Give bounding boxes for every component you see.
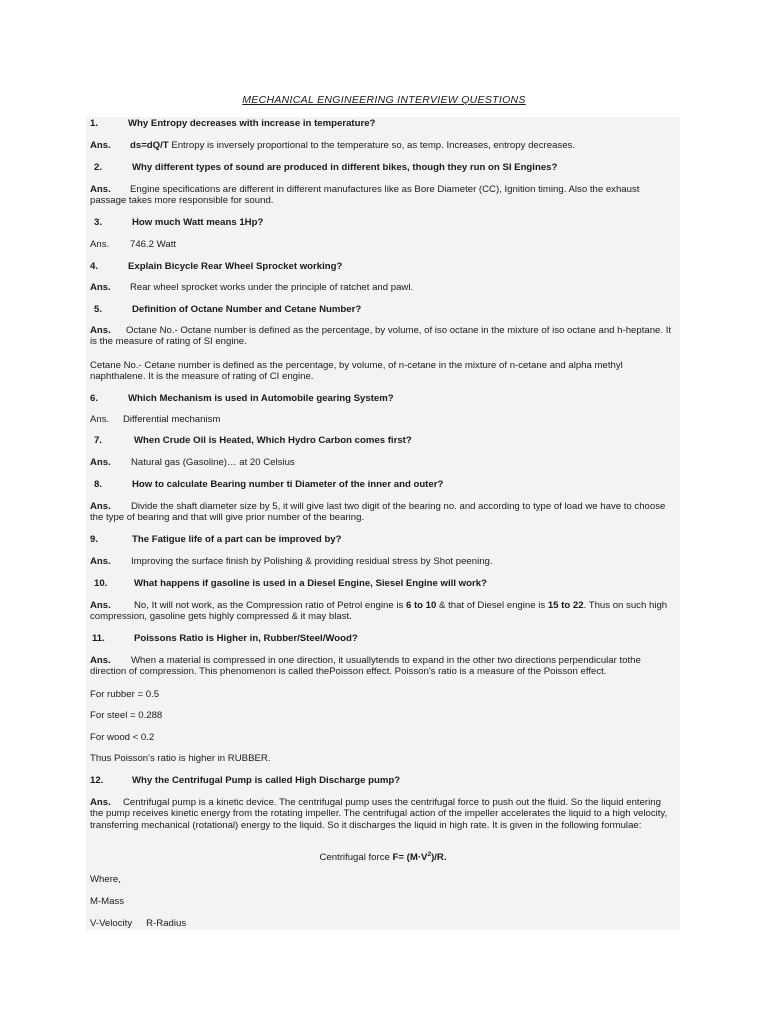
question-9 bbox=[90, 534, 342, 545]
question-text: When Crude Oil is Heated, Which Hydro Carbon comes first? bbox=[134, 435, 412, 446]
answer-text: Rear wheel sprocket works under the principle of ratchet and pawl. bbox=[130, 282, 414, 293]
poisson-conclusion: Thus Poisson's ratio is higher in RUBBER. bbox=[90, 753, 271, 764]
question-number: 6. bbox=[90, 393, 99, 404]
answer-label: Ans. bbox=[90, 325, 111, 336]
formula-part: )/R. bbox=[431, 852, 447, 863]
question-10 bbox=[90, 578, 487, 589]
question-text: How to calculate Bearing number ti Diameter of the inner and outer? bbox=[132, 479, 444, 490]
answer-text: Differential mechanism bbox=[123, 414, 221, 425]
answer-label: Ans. bbox=[90, 140, 111, 151]
answer-text: Improving the surface finish by Polishing & providing residual stress by Shot peening. bbox=[131, 556, 493, 567]
question-4 bbox=[90, 261, 342, 272]
question-5 bbox=[90, 304, 361, 315]
answer-5-continued: Cetane No.- Cetane number is defined as the percentage, by volume, of n-cetane in the mixture of n-cetane and alpha methyl naphthalene. It is the measure of rating of CI engine. bbox=[90, 360, 623, 383]
question-text: Why Entropy decreases with increase in temperature? bbox=[128, 118, 376, 129]
answer-6 bbox=[90, 414, 676, 425]
question-11 bbox=[90, 633, 358, 644]
diesel-ratio: 15 to 22 bbox=[547, 600, 584, 611]
poisson-rubber: For rubber = 0.5 bbox=[90, 689, 160, 700]
question-1 bbox=[90, 118, 375, 129]
poisson-wood: For wood < 0.2 bbox=[90, 732, 155, 743]
question-text: Why different types of sound are produced in different bikes, though they run on SI Engines? bbox=[132, 162, 558, 173]
question-number: 7. bbox=[94, 435, 103, 446]
answer-text: Divide the shaft diameter size by 5, it will give last two digit of the bearing no. and according to type of load we have to choose the type of bearing and that will give prior number of the bearing. bbox=[90, 501, 666, 524]
answer-12 bbox=[90, 797, 676, 831]
answer-1 bbox=[90, 140, 676, 151]
question-number: 4. bbox=[90, 261, 99, 272]
question-12 bbox=[90, 775, 400, 786]
question-number: 1. bbox=[90, 118, 99, 129]
answer-text: & that of Diesel engine is bbox=[436, 600, 548, 611]
question-2 bbox=[90, 162, 557, 173]
question-text: Explain Bicycle Rear Wheel Sprocket working? bbox=[128, 261, 343, 272]
answer-label: Ans. bbox=[90, 501, 111, 512]
formula-velocity-radius bbox=[90, 918, 676, 929]
answer-7 bbox=[90, 457, 676, 468]
answer-text: Engine specifications are different in different manufactures like as Bore Diameter (CC), Ignition timing. Also the exhaust passage takes more responsible for sound. bbox=[90, 184, 640, 207]
answer-label: Ans. bbox=[90, 556, 111, 567]
answer-label: Ans. bbox=[90, 184, 111, 195]
question-6 bbox=[90, 393, 394, 404]
poisson-steel: For steel = 0.288 bbox=[90, 710, 163, 721]
answer-label: Ans. bbox=[90, 239, 110, 250]
question-number: 11. bbox=[92, 633, 105, 644]
answer-text: Entropy is inversely proportional to the temperature so, as temp. Increases, entropy decreases. bbox=[168, 140, 575, 151]
question-text: Poissons Ratio is Higher in, Rubber/Steel/Wood? bbox=[134, 633, 358, 644]
answer-5 bbox=[90, 325, 676, 348]
question-8 bbox=[90, 479, 443, 490]
question-number: 2. bbox=[94, 162, 103, 173]
question-number: 5. bbox=[94, 304, 103, 315]
question-text: Which Mechanism is used in Automobile gearing System? bbox=[128, 393, 394, 404]
answer-label: Ans. bbox=[90, 457, 111, 468]
page-title: MECHANICAL ENGINEERING INTERVIEW QUESTIONS bbox=[242, 94, 526, 106]
answer-text: . Thus on such high compression, gasoline gets highly compressed & it may blast. bbox=[90, 600, 668, 623]
question-number: 10. bbox=[94, 578, 108, 589]
answer-label: Ans. bbox=[90, 655, 111, 666]
question-number: 3. bbox=[94, 217, 103, 228]
answer-formula: ds=dQ/T bbox=[130, 140, 169, 151]
answer-text: No, It will not work, as the Compression ratio of Petrol engine is bbox=[134, 600, 406, 611]
answer-text: Octane No.- Octane number is defined as the percentage, by volume, of iso octane in the mixture of iso octane and h-heptane. It is the measure of rating of SI engine. bbox=[90, 325, 672, 348]
formula-radius: R-Radius bbox=[146, 918, 187, 929]
answer-label: Ans. bbox=[90, 282, 111, 293]
answer-11 bbox=[90, 655, 676, 678]
answer-4 bbox=[90, 282, 676, 293]
question-text: Definition of Octane Number and Cetane Number? bbox=[132, 304, 362, 315]
answer-3 bbox=[90, 239, 676, 250]
question-number: 9. bbox=[90, 534, 99, 545]
question-text: How much Watt means 1Hp? bbox=[132, 217, 264, 228]
formula-part: F= (M·V bbox=[392, 852, 428, 863]
question-number: 8. bbox=[94, 479, 103, 490]
petrol-ratio: 6 to 10 bbox=[405, 600, 437, 611]
answer-text: Natural gas (Gasoline)… at 20 Celsius bbox=[131, 457, 295, 468]
question-text: Why the Centrifugal Pump is called High Discharge pump? bbox=[132, 775, 401, 786]
formula-where: Where, bbox=[90, 874, 121, 885]
formula-mass: M-Mass bbox=[90, 896, 125, 907]
question-text: What happens if gasoline is used in a Diesel Engine, Siesel Engine will work? bbox=[134, 578, 487, 589]
answer-2 bbox=[90, 184, 676, 207]
answer-text: When a material is compressed in one direction, it usuallytends to expand in the other two directions perpendicular tothe direction of compression. This phenomenon is called thePoisson effect. Poisson's ratio is a measure of the Poisson effect. bbox=[90, 655, 641, 678]
question-3 bbox=[90, 217, 263, 228]
formula-velocity: V-Velocity bbox=[90, 918, 133, 929]
question-number: 12. bbox=[90, 775, 104, 786]
question-text: The Fatigue life of a part can be improved by? bbox=[132, 534, 342, 545]
answer-label: Ans. bbox=[90, 797, 111, 808]
answer-9 bbox=[90, 556, 676, 567]
answer-8 bbox=[90, 501, 676, 524]
answer-label: Ans. bbox=[90, 600, 111, 611]
question-7 bbox=[90, 435, 412, 446]
centrifugal-formula bbox=[90, 852, 676, 863]
answer-text: Centrifugal pump is a kinetic device. The centrifugal pump uses the centrifugal force to push out the fluid. So the liquid entering the pump receives kinetic energy from the rotating impeller. The centrifugal action of the impeller accelerates the liquid to a high velocity, transferring mechanical (rotational) energy to the liquid. So it discharges the liquid in high rate. It is given in the following formulae: bbox=[90, 797, 668, 831]
answer-label: Ans. bbox=[90, 414, 110, 425]
answer-text: 746.2 Watt bbox=[130, 239, 177, 250]
answer-10 bbox=[90, 600, 676, 623]
formula-exponent: 2 bbox=[427, 850, 432, 858]
formula-label: Centrifugal force bbox=[319, 852, 393, 863]
